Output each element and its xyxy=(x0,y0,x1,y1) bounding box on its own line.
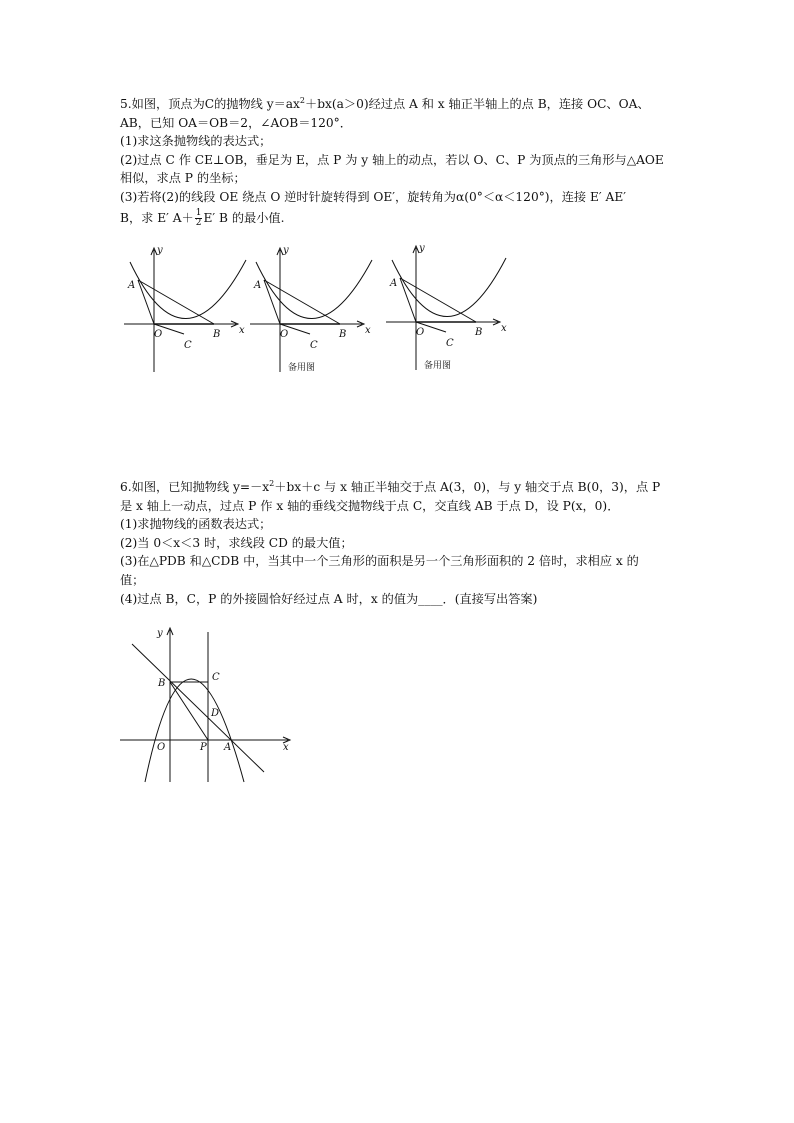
segment-oa xyxy=(138,280,154,324)
problem-5 xyxy=(120,95,700,228)
segment-pb xyxy=(170,682,208,740)
p5-text: ＋bx(a＞0)经过点 A 和 x 轴正半轴上的点 B，连接 OC、OA、 xyxy=(305,97,650,111)
label-a: A xyxy=(254,280,262,291)
label-c: C xyxy=(310,340,318,351)
label-a: A xyxy=(390,278,398,289)
segment-oa xyxy=(264,280,280,324)
label-y: y xyxy=(419,243,425,254)
fraction-denominator: 2 xyxy=(195,217,202,228)
label-a: A xyxy=(224,742,232,753)
label-b: B xyxy=(213,329,221,340)
label-c: C xyxy=(212,672,220,683)
p5-line-7 xyxy=(120,209,700,228)
p6-line-7: (4)过点 B，C，P 的外接圆恰好经过点 A 时，x 的值为____．(直接写出答案) xyxy=(120,591,538,606)
p5-text: 5.如图，顶点为C的抛物线 y＝ax xyxy=(120,97,300,111)
parabola xyxy=(145,679,244,782)
figure-5 xyxy=(118,240,510,376)
label-a: A xyxy=(128,280,136,291)
p5-text: B，求 E′ A＋ xyxy=(120,210,194,225)
fraction-half xyxy=(195,209,203,228)
label-x: x xyxy=(365,325,371,336)
label-y: y xyxy=(157,628,163,639)
figure-5-panel-3 xyxy=(386,243,507,371)
label-c: C xyxy=(446,338,454,349)
label-b: B xyxy=(475,327,483,338)
p5-line-1 xyxy=(120,95,700,114)
label-b: B xyxy=(339,329,347,340)
problem-6 xyxy=(120,478,700,608)
figure-6 xyxy=(118,622,298,788)
p6-line-3: (1)求抛物线的函数表达式； xyxy=(120,517,272,532)
p6-line-1 xyxy=(120,478,700,497)
parabola xyxy=(256,260,372,319)
label-c: C xyxy=(184,340,192,351)
caption-backup-figure: 备用图 xyxy=(424,361,452,371)
label-p: P xyxy=(200,742,207,753)
figure-5-panel-2 xyxy=(250,245,372,373)
p5-superscript: 2 xyxy=(299,95,306,105)
p5-text: E′ B 的最小值. xyxy=(203,210,285,225)
p5-line-3: (1)求这条抛物线的表达式； xyxy=(120,134,272,149)
label-d: D xyxy=(211,708,220,719)
segment-oa xyxy=(400,278,416,322)
p6-text: ＋bx＋c 与 x 轴正半轴交于点 A(3，0)，与 y 轴交于点 B(0，3)，点 P xyxy=(274,480,661,494)
p5-line-6: (3)若将(2)的线段 OE 绕点 O 逆时针旋转得到 OE′，旋转角为α(0°＜α＜120°)，连接 E′ AE′ xyxy=(120,189,626,204)
label-o: O xyxy=(280,329,289,340)
parabola xyxy=(130,260,246,319)
p6-line-2: 是 x 轴上一动点，过点 P 作 x 轴的垂线交抛物线于点 C，交直线 AB 于点 D，设 P(x，0)． xyxy=(120,498,620,513)
label-o: O xyxy=(416,327,425,338)
label-y: y xyxy=(157,245,163,256)
parabola xyxy=(392,258,506,317)
p5-line-4: (2)过点 C 作 CE⊥OB，垂足为 E，点 P 为 y 轴上的动点，若以 O、C、P 为顶点的三角形与△AOE xyxy=(120,152,664,167)
p6-line-6: 值； xyxy=(120,572,145,587)
p5-line-5: 相似，求点 P 的坐标； xyxy=(120,171,246,186)
label-b: B xyxy=(158,678,166,689)
figure-5-panel xyxy=(124,248,246,372)
p6-superscript: 2 xyxy=(269,478,275,488)
label-x: x xyxy=(283,742,289,753)
fraction-numerator: 1 xyxy=(195,207,202,218)
label-x: x xyxy=(501,323,507,334)
caption-backup-figure: 备用图 xyxy=(288,363,316,373)
label-y: y xyxy=(283,245,289,256)
p6-line-5: (3)在△PDB 和△CDB 中，当其中一个三角形的面积是另一个三角形面积的 2 倍时，求相应 x 的 xyxy=(120,554,639,569)
p6-line-4: (2)当 0＜x＜3 时，求线段 CD 的最大值； xyxy=(120,535,353,550)
label-o: O xyxy=(157,742,166,753)
label-x: x xyxy=(239,325,245,336)
p5-line-2: AB，已知 OA＝OB＝2，∠AOB＝120°． xyxy=(120,115,352,130)
p6-text: 6.如图，已知抛物线 y=－x xyxy=(120,480,270,494)
label-o: O xyxy=(154,329,163,340)
